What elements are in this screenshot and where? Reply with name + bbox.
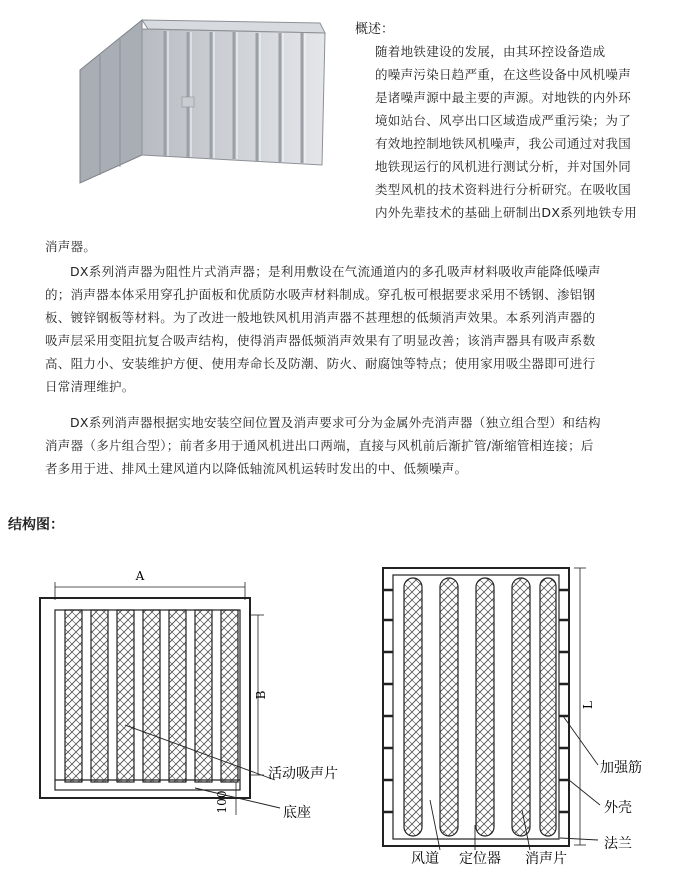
- intro-line: 类型风机的技术资料进行分析研究。在吸收国: [375, 182, 632, 197]
- paragraph-line: 日常清理维护。: [45, 379, 135, 394]
- paragraph-line: 板、镀锌钢板等材料。为了改进一般地铁风机用消声器不甚理想的低频消声效果。本系列消声器的: [45, 310, 596, 325]
- right-diagram: [383, 568, 600, 850]
- label-locator: 定位器: [459, 851, 501, 867]
- paragraph-line: 者多用于进、排风土建风道内以降低轴流风机运转时发出的中、低频噪声。: [45, 461, 468, 476]
- paragraph-2: [45, 411, 670, 480]
- intro-line: 是诸噪声源中最主要的声源。对地铁的内外环: [375, 90, 632, 105]
- structure-title: 结构图：: [8, 517, 64, 533]
- paragraph-line: 高、阻力小、安装维护方便、使用寿命长及防潮、防火、耐腐蚀等特点；使用家用吸尘器即可进行: [45, 356, 596, 371]
- label-movable-baffle: 活动吸声片: [268, 766, 338, 782]
- label-flange: 法兰: [604, 836, 632, 852]
- label-rib: 加强筋: [600, 760, 642, 776]
- label-sound-baffle: 消声片: [525, 851, 567, 867]
- label-base: 底座: [283, 805, 311, 821]
- dim-b-label: B: [254, 690, 268, 700]
- paragraph-line: DX系列消声器根据实地安装空间位置及消声要求可分为金属外壳消声器（独立组合型）和结构: [70, 415, 601, 430]
- intro-line: 境如站台、风亭出口区域造成严重污染；为了: [375, 113, 632, 128]
- dim-a-label: A: [135, 569, 145, 583]
- label-duct: 风道: [411, 851, 439, 867]
- product-photo: [70, 15, 330, 185]
- intro-line: 内外先辈技术的基础上研制出DX系列地铁专用: [375, 205, 637, 220]
- intro-line: 的噪声污染日趋严重，在这些设备中风机噪声: [375, 67, 632, 82]
- paragraph-line: 吸声层采用变阻抗复合吸声结构，使得消声器低频消声效果有了明显改善；该消声器具有吸声系数: [45, 333, 596, 348]
- intro-line: 有效地控制地铁风机噪声，我公司通过对我国: [375, 136, 632, 151]
- intro-line: 随着地铁建设的发展，由其环控设备造成: [375, 44, 606, 59]
- dim-100-label: 100: [215, 790, 229, 814]
- paragraph-line: DX系列消声器为阻性片式消声器；是利用敷设在气流通道内的多孔吸声材料吸收声能降低噪声: [70, 264, 601, 279]
- paragraph-line: 的；消声器本体采用穿孔护面板和优质防水吸声材料制成。穿孔板可根据要求采用不锈钢、渗铝钢: [45, 287, 596, 302]
- dim-l-label: L: [581, 701, 595, 709]
- overview-intro: [375, 40, 665, 224]
- label-shell: 外壳: [604, 800, 632, 816]
- intro-line: 地铁现运行的风机进行测试分析，并对国外同: [375, 159, 632, 174]
- left-diagram: [40, 582, 280, 815]
- paragraph-1: [45, 260, 670, 398]
- structure-diagrams: [0, 540, 680, 886]
- overview-title: 概述：: [355, 22, 395, 37]
- intro-tail: 消声器。: [45, 239, 97, 254]
- paragraph-line: 消声器（多片组合型）；前者多用于通风机进出口两端，直接与风机前后渐扩管/渐缩管相连接；后: [45, 438, 594, 453]
